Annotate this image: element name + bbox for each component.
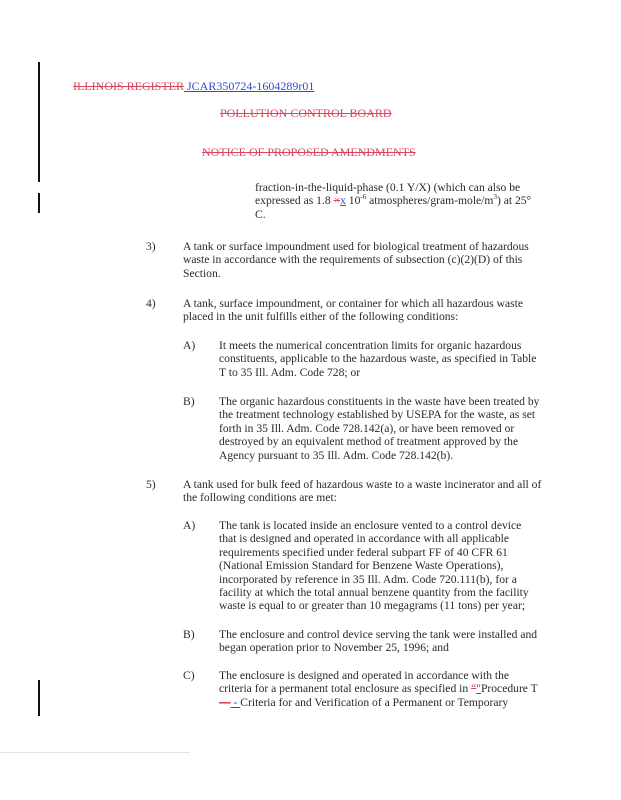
subitem-letter: B) [183,395,195,408]
quote-inserted: " [476,682,481,696]
register-deleted: ILLINOIS REGISTER [73,79,184,93]
subitem-text: The enclosure is designed and operated in accordance with the criteria for a permanent total enclosure as specified in “"Procedure T— - Criteria for and Verification of a Permanent or Temporary [219,669,538,709]
subitem-text: The organic hazardous constituents in the waste have been treated by the treatment technology established by USEPA for the waste, as set forth in 35 Ill. Adm. Code 728.142(a), or have been removed or destroyed by an equivalent method of treatment approved by the Agency pursuant to 35 Ill. Adm. Code 728.142(b). [219,395,540,462]
change-bar-top [38,62,40,182]
subitem-letter: C) [183,669,195,682]
footer-rule [0,752,190,753]
change-bar-bottom [38,680,40,716]
notice-title: NOTICE OF PROPOSED AMENDMENTS [202,145,416,159]
item-number: 3) [146,240,156,253]
register-line [73,79,314,94]
quote-deleted: “ [471,682,477,696]
item-text: A tank used for bulk feed of hazardous waste to a waste incinerator and all of the following conditions are met: [183,478,542,505]
change-bar-middle [38,193,40,213]
x-inserted: x [340,194,346,208]
dash-inserted: - [230,695,241,709]
subitem-text: The enclosure and control device serving the tank were installed and began operation prior to November 25, 1996; and [219,628,538,655]
subitem-text: It meets the numerical concentration limits for organic hazardous constituents, applicable to the hazardous waste, as specified in Table T to 35 Ill. Adm. Code 728; or [219,339,537,379]
board-title: POLLUTION CONTROL BOARD [220,106,392,120]
subitem-letter: A) [183,519,196,532]
continuation-paragraph: fraction-in-the-liquid-phase (0.1 Y/X) (which can also be expressed as 1.8 ×x $10^{-6}$ atmospheres/$gram-mole/m^3$) at 25° C. [255,181,532,221]
x-deleted: × [333,194,341,208]
subitem-letter: B) [183,628,195,641]
dash-deleted: — [219,695,231,709]
subitem-letter: A) [183,339,196,352]
item-text: A tank or surface impoundment used for biological treatment of hazardous waste in accordance with the requirements of subsection (c)(2)(D) of this Section. [183,240,529,280]
item-number: 5) [146,478,156,491]
item-number: 4) [146,297,156,310]
register-inserted: JCAR350724-1604289r01 [187,79,315,93]
subitem-text: The tank is located inside an enclosure vented to a control device that is designed and operated in accordance with all applicable requirements specified under federal subpart FF of 40 CFR 61 (National Emission Standard for Benzene Waste Operations), incorporated by reference in 35 Ill. Adm. Code 720.111(b), for a facility at which the total annual benzene quantity from the facility waste is equal to or greater than 10 megagrams (11 tons) per year; [219,519,529,613]
item-text: A tank, surface impoundment, or container for which all hazardous waste placed in the unit fulfills either of the following conditions: [183,297,523,324]
